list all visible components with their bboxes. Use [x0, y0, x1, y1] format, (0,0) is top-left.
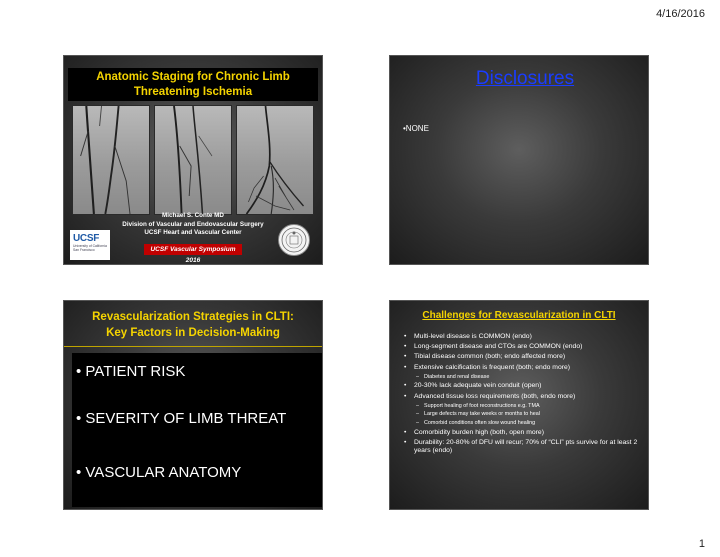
slide3-divider [64, 346, 322, 347]
slide3-content-box [72, 353, 323, 507]
author-name: Michael S. Conte MD [162, 212, 224, 219]
page-date: 4/16/2016 [656, 8, 705, 20]
slide4-bullet: • Advanced tissue loss requirements (both, endo more) [402, 393, 646, 402]
slide4-bullet-list [402, 333, 646, 457]
slide3-title-line-1: Revascularization Strategies in CLTI: [92, 311, 294, 323]
slide-thumbnail-1 [63, 55, 323, 265]
slide4-sub-bullet: – Diabetes and renal disease [402, 374, 646, 381]
slide4-bullet: • 20-30% lack adequate vein conduit (open) [402, 382, 646, 391]
slide-thumbnail-3 [63, 300, 323, 510]
angiogram-image-2 [154, 105, 232, 215]
slide4-bullet: • Multi-level disease is COMMON (endo) [402, 333, 646, 342]
slide4-title: Challenges for Revascularization in CLTI [422, 310, 616, 321]
slide4-bullet: • Long-segment disease and CTOs are COMMON (endo) [402, 343, 646, 352]
slide3-title-line-2: Key Factors in Decision-Making [106, 327, 280, 339]
ucsf-logo-text: UCSF [73, 233, 100, 244]
slide1-title: Anatomic Staging for Chronic Limb Threatening Ischemia [68, 68, 318, 101]
author-division: Division of Vascular and Endovascular Surgery [122, 220, 264, 228]
page-number: 1 [698, 538, 705, 550]
slide4-bullet: • Durability: 20-80% of DFU will recur; 70% of “CLI” pts survive for at least 2 years (endo) [402, 439, 646, 456]
slide-thumbnail-4 [389, 300, 649, 510]
slide4-sub-bullet: – Support healing of foot reconstructions e.g. TMA [402, 403, 646, 410]
slide3-item-vascular-anatomy: • VASCULAR ANATOMY [76, 464, 242, 481]
ucsf-logo [70, 230, 110, 260]
slide2-title: Disclosures [475, 68, 575, 89]
university-seal-icon [278, 224, 310, 256]
slide3-title [64, 309, 322, 341]
slide4-sub-bullet: – Comorbid conditions often slow wound healing [402, 420, 646, 427]
slide3-item-patient-risk: • PATIENT RISK [76, 363, 186, 380]
slide4-sub-bullet: – Large defects may take weeks or months to heal [402, 411, 646, 418]
slide4-bullet: • Tibial disease common (both; endo affected more) [402, 353, 646, 362]
slide4-bullet: • Extensive calcification is frequent (both; endo more) [402, 364, 646, 373]
slide4-bullet: • Comorbidity burden high (both, open more) [402, 429, 646, 438]
angiogram-images [72, 105, 314, 213]
symposium-label: UCSF Vascular Symposium 2016 [144, 244, 242, 255]
slide-thumbnail-2 [389, 55, 649, 265]
ucsf-logo-subtext: University of California San Francisco [73, 244, 107, 252]
angiogram-image-3 [236, 105, 314, 215]
angiogram-image-1 [72, 105, 150, 215]
slide2-bullet: •NONE [403, 124, 429, 133]
author-center: UCSF Heart and Vascular Center [144, 229, 242, 236]
slide3-item-limb-threat: • SEVERITY OF LIMB THREAT [76, 410, 287, 427]
